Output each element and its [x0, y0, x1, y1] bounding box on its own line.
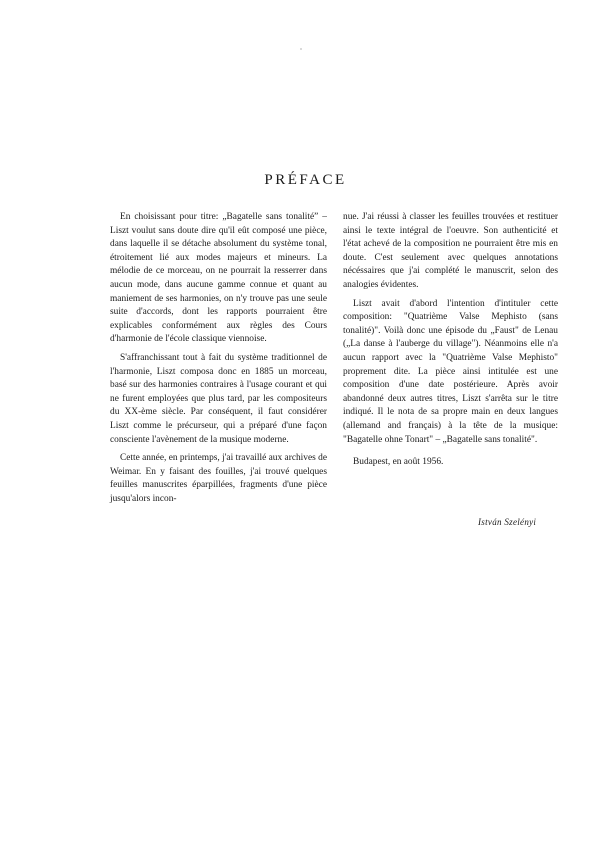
- paragraph-4: Liszt avait d'abord l'intention d'intituler cette composition: "Quatrième Valse Mephisto (sans tonalité)". Voilà donc une épisode du „Faust" de Lenau („La danse à l'auberge du village"). Néanmoins elle n'a aucun rapport avec la "Quatrième Valse Mephisto" proprement dite. La pièce ainsi intitulée est une composition d'une date postérieure. Après avoir abandonné deux autres titres, Liszt s'arrêta sur le titre indiqué. Il le nota de sa propre main en deux langues (allemand and français) à la tête de la musique: "Bagatelle ohne Tonart" – „Bagatelle sans tonalité".: [343, 298, 558, 445]
- paragraph-1: En choisissant pour titre: „Bagatelle sans tonalité” – Liszt voulut sans doute dire qu'il eût composé une pièce, dans laquelle il se détache absolument du système tonal, étroitement lié aux modes majeurs et mineurs. La mélodie de ce morceau, on ne pourrait la resserrer dans aucun mode, dans aucune gamme connue et quant au maniement de ses harmonies, on n'y trouve pas une seule suite d'accords, dont les rapports pourraient être explicables conformément aux règles des Cours d'harmonie de l'école classique viennoise.: [110, 212, 327, 345]
- paragraph-3-continued: nue. J'ai réussi à classer les feuilles trouvées et restituer ainsi le texte intégral de l'oeuvre. Son authenticité et l'état achevé de la composition ne pourraient être mis en doute. C'est seulement avec quelques annotations nécéssaires que j'ai complété le manuscrit, selon des analogies évidentes.: [343, 212, 558, 290]
- signature: István Szelényi: [478, 517, 537, 527]
- paragraph-2: S'affranchissant tout à fait du système traditionnel de l'harmonie, Liszt composa donc en 1885 un morceau, basé sur des harmonies contraires à l'usage courant et qui ne furent employées que plus tard, par les compositeurs du XX-ème siècle. Par conséquent, il faut considérer Liszt comme le précurseur, qui a préparé d'une façon consciente l'avènement de la musique moderne.: [110, 352, 327, 445]
- paragraph-3: Cette année, en printemps, j'ai travaillé aux archives de Weimar. En y faisant des fouilles, j'ai trouvé quelques feuilles manuscrites éparpillées, fragments d'une pièce jusqu'alors incon-: [110, 453, 327, 504]
- right-column: [343, 211, 558, 475]
- place-date: Budapest, en août 1956.: [353, 457, 444, 468]
- left-column: [110, 211, 327, 511]
- paper-speck: [300, 48, 302, 50]
- page-title: PRÉFACE: [264, 172, 347, 188]
